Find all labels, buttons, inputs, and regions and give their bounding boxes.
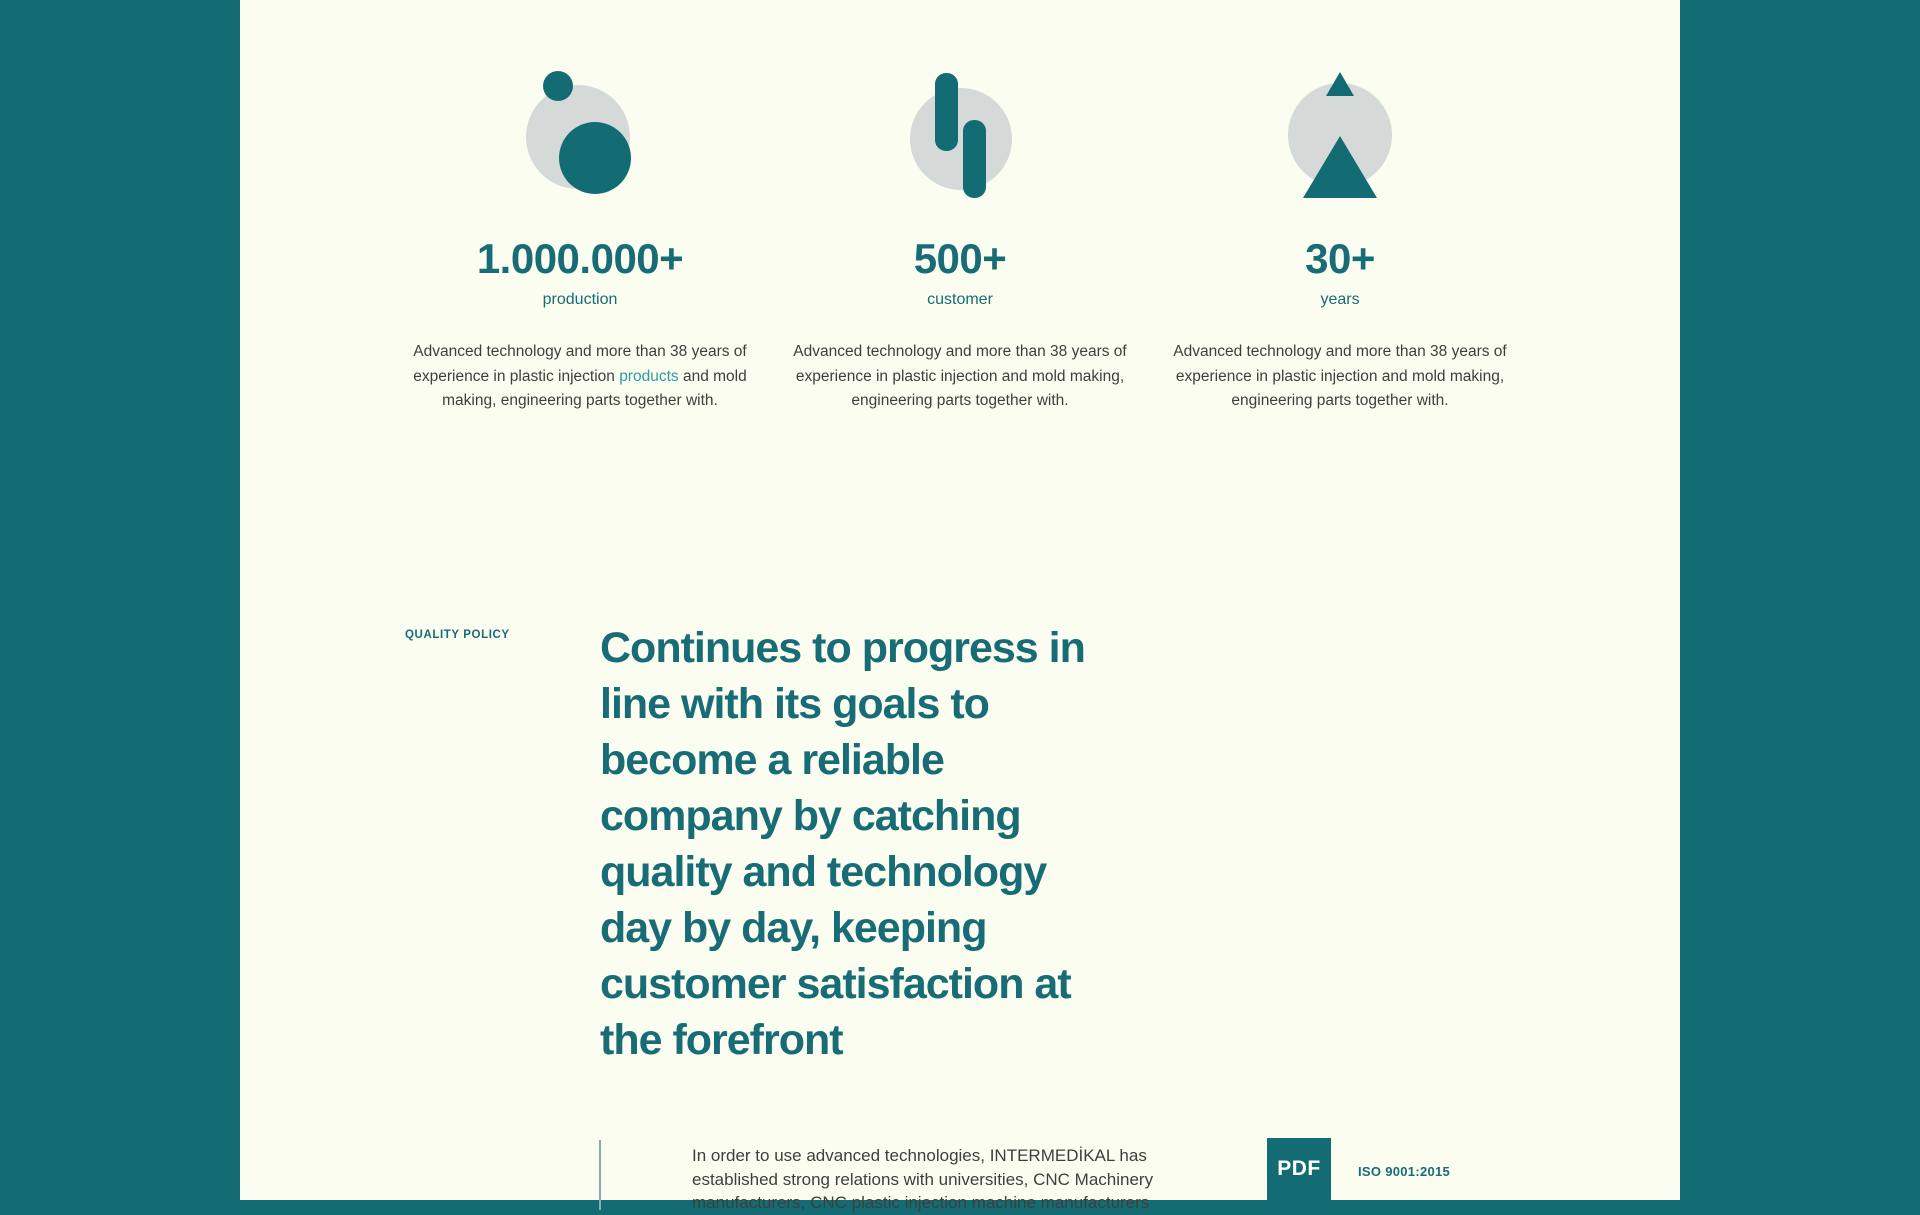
content-area xyxy=(240,0,1680,1212)
paragraph-line: manufacturers, CNC plastic injection machine manufacturers xyxy=(692,1193,1150,1212)
heading-line: day by day, keeping xyxy=(600,904,987,952)
stats-row xyxy=(240,0,1680,414)
heading-line: the forefront xyxy=(600,1016,843,1064)
section-eyebrow: QUALITY POLICY xyxy=(405,629,510,641)
triangles-icon xyxy=(1285,70,1395,200)
stat-description-text: Advanced technology and more than 38 years of experience in plastic injection and mold making, engineering parts together with. xyxy=(1173,343,1507,409)
heading-line: customer satisfaction at xyxy=(600,960,1071,1008)
pills-icon xyxy=(905,70,1015,200)
right-gutter xyxy=(1680,0,1920,1200)
paragraph-line: established strong relations with universities, CNC Machinery xyxy=(692,1169,1154,1189)
quality-policy-heading xyxy=(600,620,1085,1068)
stat-label: customer xyxy=(927,291,993,308)
left-gutter xyxy=(0,0,240,1200)
stat-value: 30+ xyxy=(1305,235,1375,282)
stat-value: 1.000.000+ xyxy=(476,235,684,282)
heading-line: Continues to progress in xyxy=(600,624,1085,672)
stat-card-production xyxy=(390,70,770,414)
products-link[interactable]: products xyxy=(619,367,679,385)
paragraph-line: In order to use advanced technologies, INTERMEDİKAL has xyxy=(692,1146,1147,1165)
stat-label: years xyxy=(1320,291,1360,308)
heading-line: become a reliable xyxy=(600,736,944,784)
stat-value: 500+ xyxy=(913,235,1007,282)
stat-description xyxy=(396,340,764,414)
stat-card-customer xyxy=(770,70,1150,414)
stat-description-text: and mold making, engineering parts together with. xyxy=(442,367,747,409)
stat-description-text: Advanced technology and more than 38 years of experience in plastic injection xyxy=(413,343,747,385)
circles-icon xyxy=(525,70,635,200)
stat-description-text: Advanced technology and more than 38 years of experience in plastic injection and mold making, engineering parts together with. xyxy=(793,343,1127,409)
pdf-download-button[interactable]: PDF xyxy=(1267,1138,1331,1200)
stat-description xyxy=(1156,340,1524,414)
heading-line: line with its goals to xyxy=(600,680,989,728)
heading-line: quality and technology xyxy=(600,848,1047,896)
stat-label: production xyxy=(542,291,618,308)
heading-line: company by catching xyxy=(600,792,1021,840)
stat-card-years xyxy=(1150,70,1530,414)
stat-description xyxy=(776,340,1144,414)
quality-policy-paragraph xyxy=(692,1144,1153,1215)
iso-certificate-label[interactable]: ISO 9001:2015 xyxy=(1358,1164,1451,1179)
paragraph-accent-line xyxy=(599,1140,601,1210)
